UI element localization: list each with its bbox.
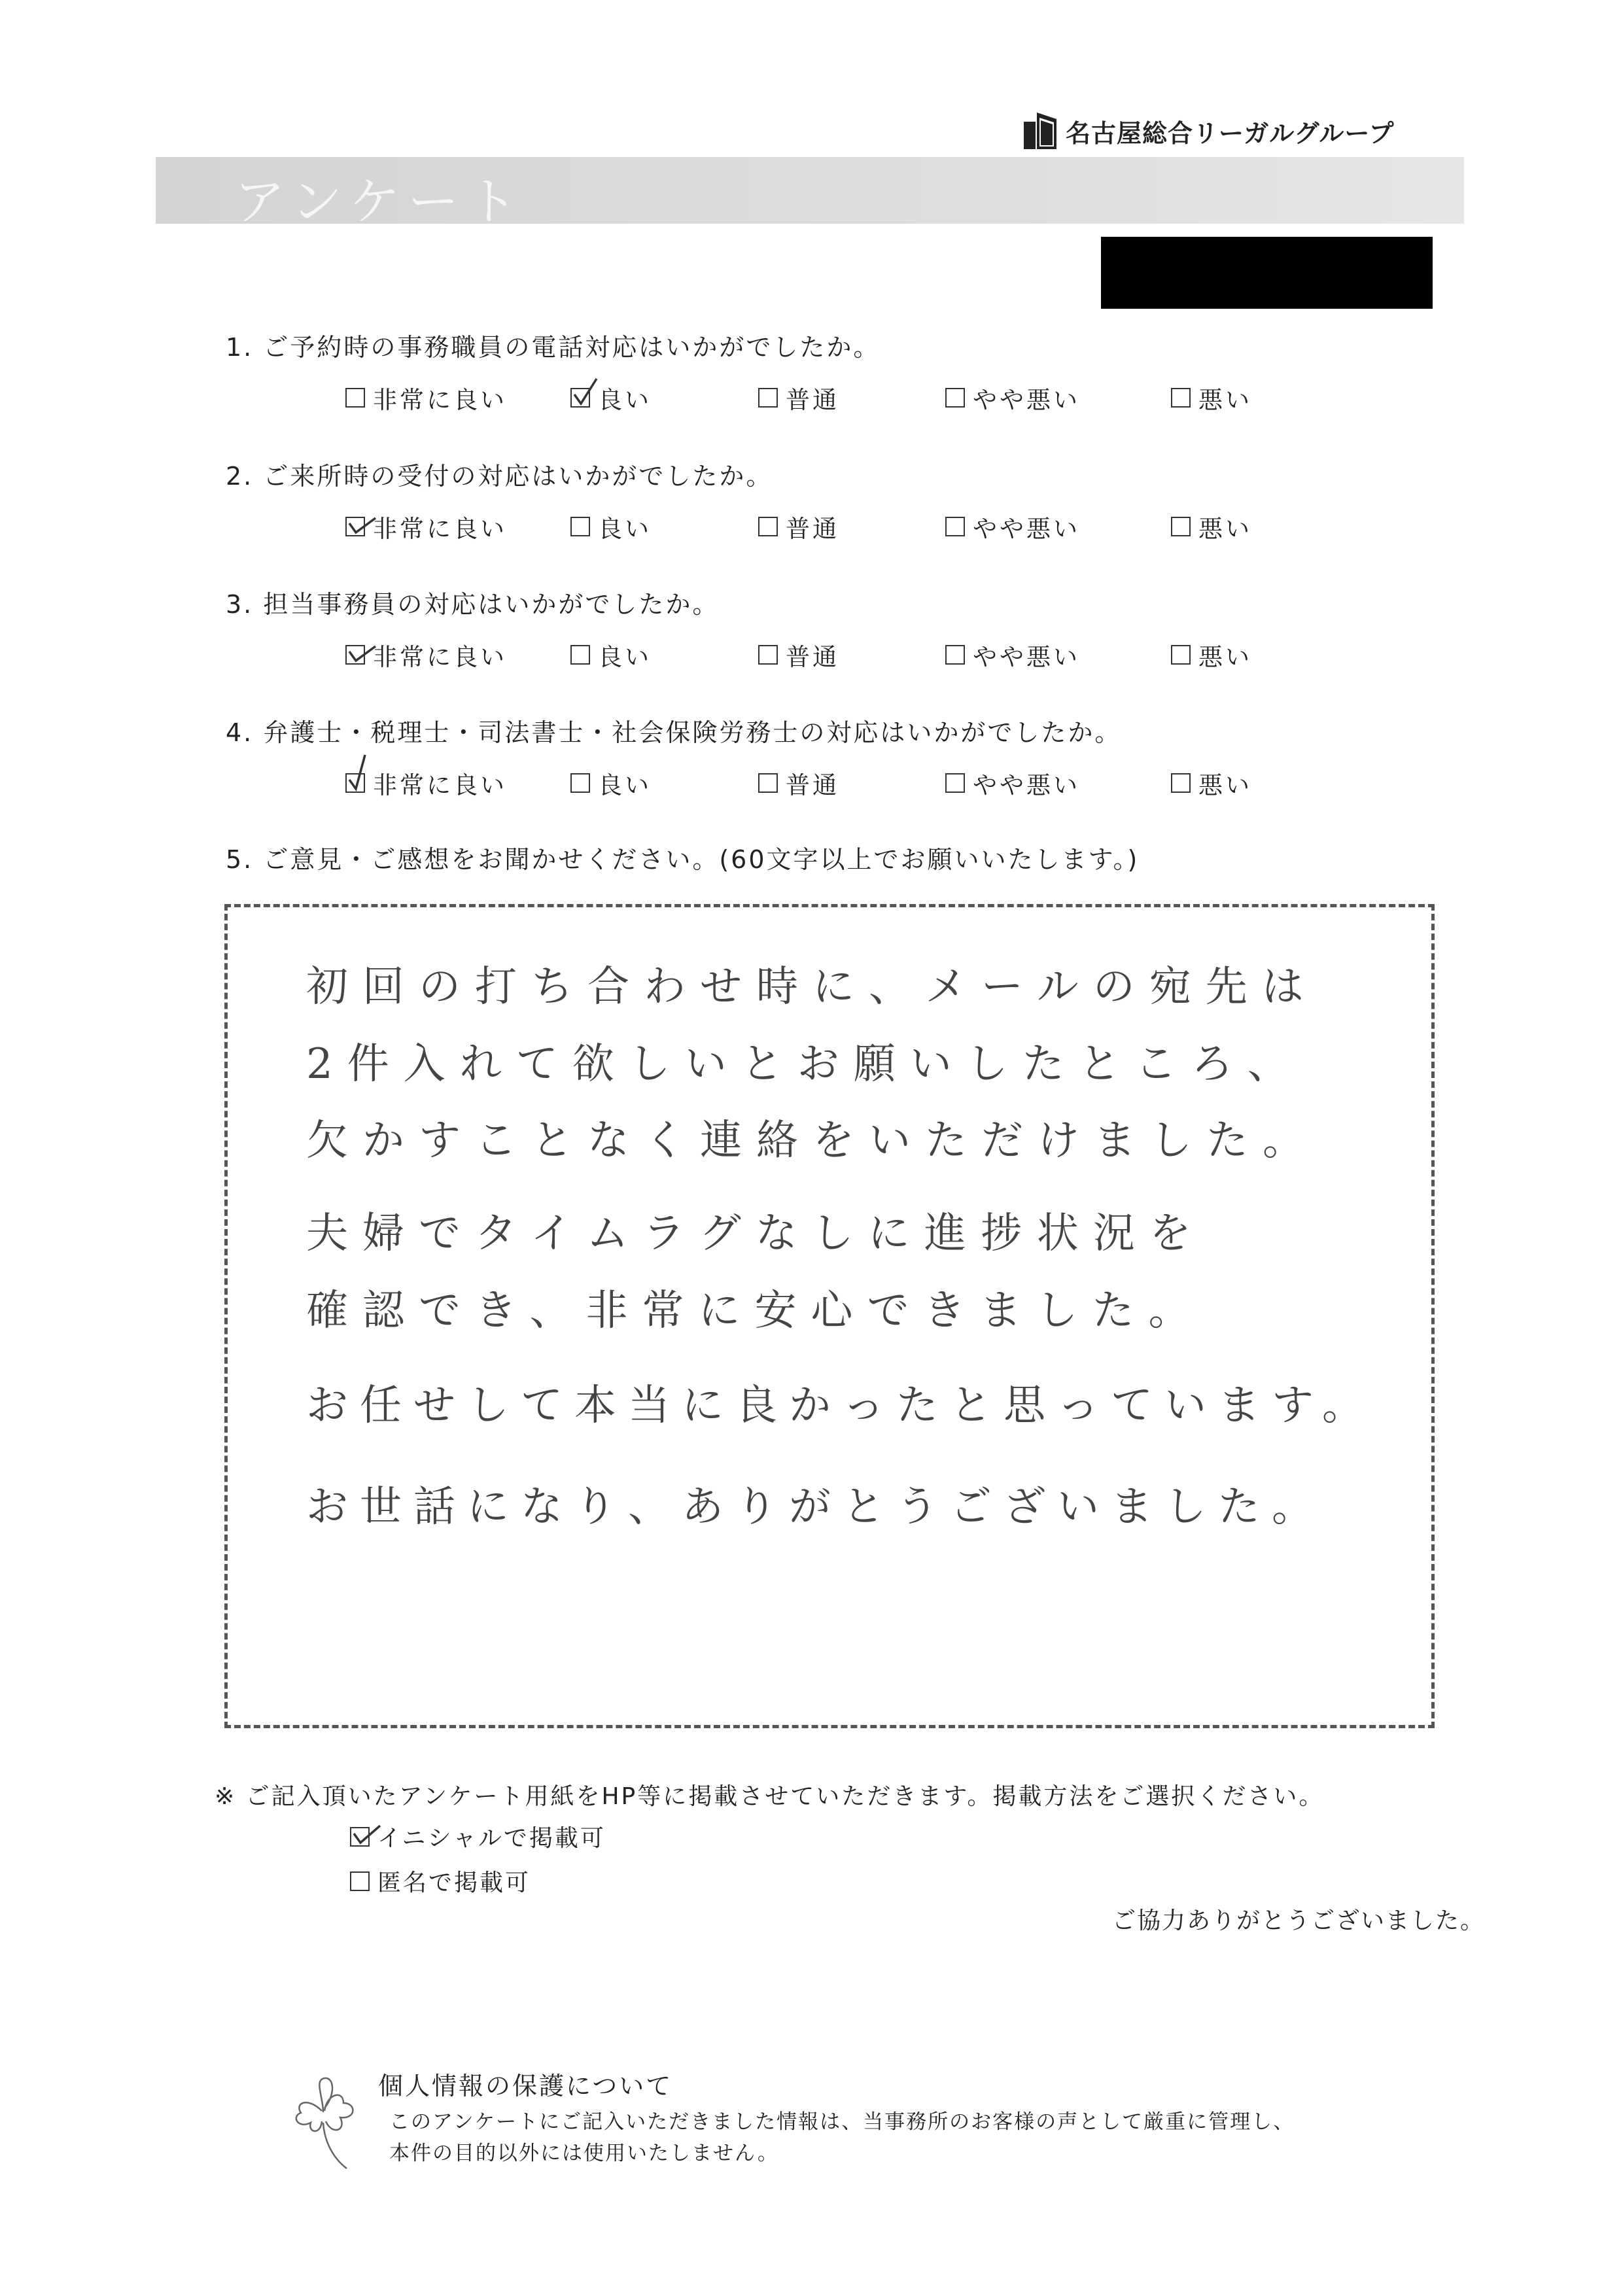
option-somewhat-bad[interactable] [945,765,1080,801]
question-label: 1. ご予約時の事務職員の電話対応はいかがでしたか。 [226,333,881,362]
question-label: 3. 担当事務員の対応はいかがでしたか。 [226,590,720,619]
option-label: 悪い [1198,515,1252,543]
option-very-good[interactable] [345,509,507,544]
privacy-title: 個人情報の保護について [378,2072,673,2100]
check-mark-icon [345,763,378,795]
checkbox-checked[interactable] [345,517,365,536]
option-label: 非常に良い [373,643,507,671]
handwritten-line: 初回の打ち合わせ時に、メールの宛先は [306,963,1318,1011]
option-label: 良い [598,386,652,414]
checkbox[interactable] [570,517,590,536]
clover-icon [281,2070,366,2175]
title-band [156,157,1464,232]
option-average[interactable] [758,765,839,801]
option-bad[interactable] [1171,765,1252,801]
option-very-good[interactable] [345,380,507,415]
checkbox[interactable] [758,517,778,536]
option-label: やや悪い [973,771,1080,799]
checkbox[interactable] [758,388,778,408]
checkbox[interactable] [570,773,590,793]
handwritten-line: お任せして本当に良かったと思っています。 [306,1382,1376,1430]
question-4 [226,712,1469,805]
checkbox-checked[interactable] [345,645,365,665]
option-label: 悪い [1198,643,1252,671]
option-label: 良い [598,643,652,671]
option-somewhat-bad[interactable] [945,637,1080,672]
option-average[interactable] [758,509,839,544]
option-label: 良い [598,771,652,799]
option-bad[interactable] [1171,637,1252,672]
option-bad[interactable] [1171,380,1252,415]
option-label: 普通 [786,386,839,414]
company-name: 名古屋総合リーガルグループ [1066,118,1395,148]
page-title: アンケート [234,173,526,232]
handwritten-line: 確認でき、非常に安心できました。 [306,1287,1205,1335]
option-label: やや悪い [973,386,1080,414]
option-label: 非常に良い [373,386,507,414]
question-options [226,765,1469,805]
comment-box[interactable] [224,904,1435,1728]
checkbox[interactable] [945,388,965,408]
option-somewhat-bad[interactable] [945,509,1080,544]
redacted-name-block [1101,237,1433,309]
check-mark-icon [350,1817,383,1849]
option-very-good[interactable] [345,637,507,672]
question-label: 4. 弁護士・税理士・司法書士・社会保険労務士の対応はいかがでしたか。 [226,718,1122,747]
checkbox[interactable] [1171,388,1191,408]
checkbox-checked[interactable] [570,388,590,408]
handwritten-line: 欠かすことなく連絡をいただけました。 [306,1117,1319,1165]
privacy-text-line-2: 本件の目的以外には使用いたしません。 [389,2142,779,2165]
question-1 [226,327,1469,419]
publication-note: ※ ご記入頂いたアンケート用紙をHP等に掲載させていただきます。掲載方法をご選択ください。 [215,1783,1325,1810]
option-label: イニシャルで掲載可 [377,1825,606,1852]
company-logo [1024,113,1394,149]
checkbox[interactable] [945,773,965,793]
checkbox[interactable] [1171,645,1191,665]
checkbox[interactable] [345,388,365,408]
publication-option-anonymous[interactable] [350,1864,531,1898]
question-label: 2. ご来所時の受付の対応はいかがでしたか。 [226,462,773,491]
question-label: 5. ご意見・ご感想をお聞かせください。(60文字以上でお願いいたします。) [226,845,1140,874]
checkbox[interactable] [758,773,778,793]
option-somewhat-bad[interactable] [945,380,1080,415]
checkbox[interactable] [758,645,778,665]
question-3 [226,584,1469,676]
checkbox-checked[interactable] [345,773,365,793]
option-label: やや悪い [973,515,1080,543]
option-good[interactable] [570,380,652,415]
checkbox[interactable] [945,645,965,665]
checkbox-checked[interactable] [350,1827,370,1847]
handwritten-line: 2件入れて欲しいとお願いしたところ、 [306,1040,1304,1088]
option-very-good[interactable] [345,765,507,801]
handwritten-line: お世話になり、ありがとうございました。 [306,1483,1325,1531]
question-options [226,637,1469,676]
checkbox[interactable] [570,645,590,665]
question-options [226,380,1469,419]
option-label: やや悪い [973,643,1080,671]
option-bad[interactable] [1171,509,1252,544]
check-mark-icon [345,635,378,667]
checkbox[interactable] [1171,773,1191,793]
option-label: 悪い [1198,771,1252,799]
option-good[interactable] [570,509,652,544]
option-label: 普通 [786,515,839,543]
option-label: 悪い [1198,386,1252,414]
option-good[interactable] [570,765,652,801]
checkbox[interactable] [350,1871,370,1891]
question-2 [226,456,1469,548]
option-label: 非常に良い [373,771,507,799]
option-label: 匿名で掲載可 [377,1870,531,1896]
thanks-message: ご協力ありがとうございました。 [1112,1907,1486,1934]
option-label: 非常に良い [373,515,507,543]
option-label: 普通 [786,771,839,799]
checkbox[interactable] [1171,517,1191,536]
option-label: 普通 [786,643,839,671]
option-good[interactable] [570,637,652,672]
option-label: 良い [598,515,652,543]
question-5 [226,839,1469,875]
building-logo-icon [1024,113,1056,149]
option-average[interactable] [758,380,839,415]
check-mark-icon [570,377,603,410]
privacy-text-line-1: このアンケートにご記入いただきました情報は、当事務所のお客様の声として厳重に管理し、 [389,2110,1295,2134]
handwritten-line: 夫婦でタイムラグなしに進捗状況を [306,1209,1206,1258]
option-average[interactable] [758,637,839,672]
publication-option-initials[interactable] [350,1820,606,1853]
checkbox[interactable] [945,517,965,536]
question-options [226,509,1469,548]
check-mark-icon [345,506,378,539]
